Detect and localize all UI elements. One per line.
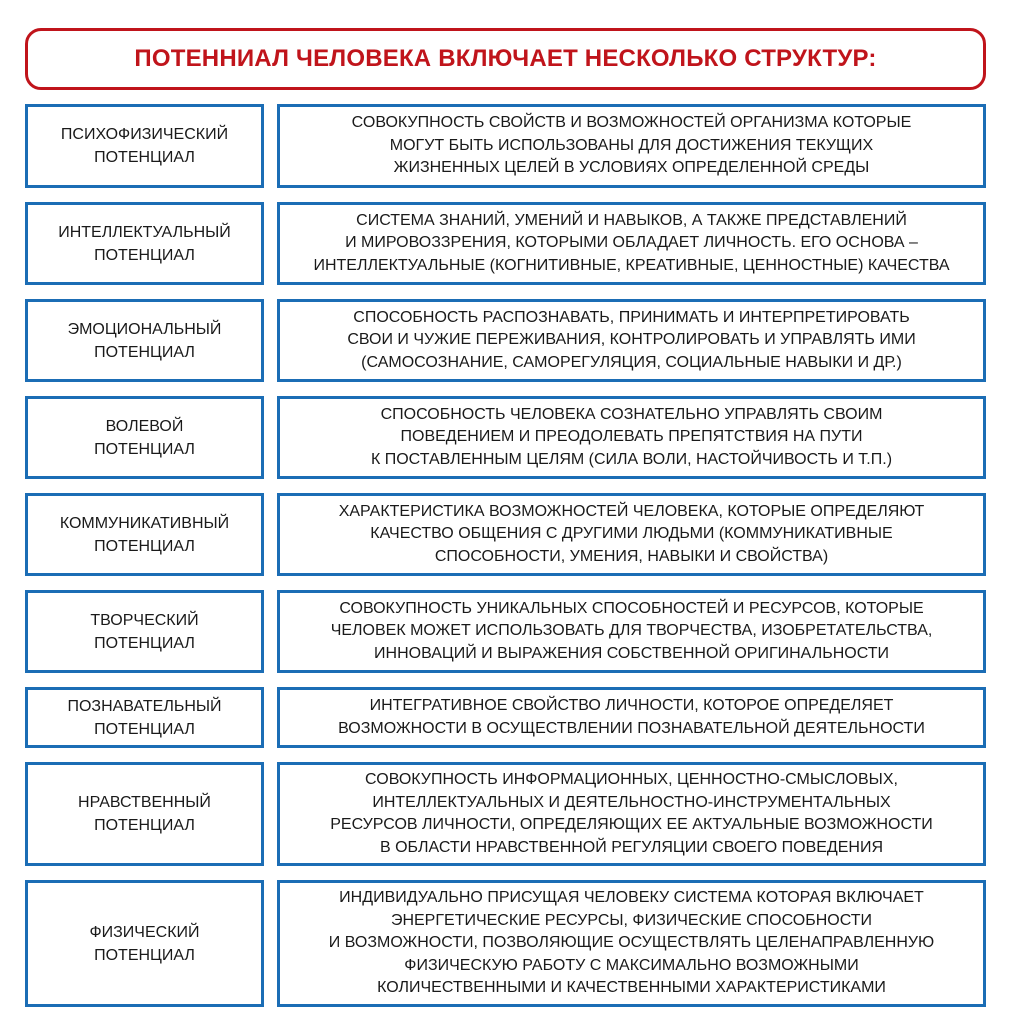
potential-description-box (277, 687, 986, 748)
potential-name-line: ПОТЕНЦИАЛ (94, 720, 195, 738)
potential-name-line: ПОТЕНЦИАЛ (94, 246, 195, 264)
potential-name-line: ПСИХОФИЗИЧЕСКИЙ (60, 126, 229, 143)
potential-description-box (277, 396, 986, 479)
potential-description-box (277, 299, 986, 382)
potential-name-line: ИНТЕЛЛЕКТУАЛЬНЫЙ (58, 223, 231, 241)
potential-description-line: И МИРОВОЗЗРЕНИЯ, КОТОРЫМИ ОБЛАДАЕТ ЛИЧНОСТЬ. ЕГО ОСНОВА – (345, 234, 918, 252)
potential-description-line: СПОСОБНОСТИ, УМЕНИЯ, НАВЫКИ И СВОЙСТВА) (434, 547, 829, 565)
potential-description-box (277, 104, 986, 188)
potential-name-line: НРАВСТВЕННЫЙ (78, 794, 211, 811)
potential-description-line: В ОБЛАСТИ НРАВСТВЕННОЙ РЕГУЛЯЦИИ СВОЕГО ПОВЕДЕНИЯ (379, 838, 884, 856)
potential-description-line: СОВОКУПНОСТЬ УНИКАЛЬНЫХ СПОСОБНОСТЕЙ И РЕСУРСОВ, КОТОРЫЕ (339, 599, 924, 617)
potential-description-line: ФИЗИЧЕСКУЮ РАБОТУ С МАКСИМАЛЬНО ВОЗМОЖНЫМИ (404, 956, 859, 974)
structure-row (25, 396, 986, 479)
title-box (25, 28, 986, 90)
potential-description-line: ХАРАКТЕРИСТИКА ВОЗМОЖНОСТЕЙ ЧЕЛОВЕКА, КОТОРЫЕ ОПРЕДЕЛЯЮТ (338, 502, 925, 520)
potential-description-line: СВОИ И ЧУЖИЕ ПЕРЕЖИВАНИЯ, КОНТРОЛИРОВАТЬ И УПРАВЛЯТЬ ИМИ (347, 331, 916, 349)
potential-name-line: ПОТЕНЦИАЛ (94, 440, 195, 458)
potential-name-line: ЭМОЦИОНАЛЬНЫЙ (67, 320, 222, 338)
page-title: ПОТЕННИАЛ ЧЕЛОВЕКА ВКЛЮЧАЕТ НЕСКОЛЬКО СТРУКТУР: (134, 45, 877, 72)
potential-description-line: ИННОВАЦИЙ И ВЫРАЖЕНИЯ СОБСТВЕННОЙ ОРИГИНАЛЬНОСТИ (374, 644, 889, 662)
potential-name-line: КОММУНИКАТИВНЫЙ (59, 514, 230, 532)
potential-name-line: ПОЗНАВАТЕЛЬНЫЙ (67, 697, 222, 715)
potential-description-box (277, 590, 986, 673)
structure-row (25, 687, 986, 748)
structure-row (25, 762, 986, 866)
potential-description-line: К ПОСТАВЛЕННЫМ ЦЕЛЯМ (СИЛА ВОЛИ, НАСТОЙЧИВОСТЬ И Т.П.) (370, 450, 893, 468)
potential-description-box (277, 493, 986, 576)
structure-row (25, 880, 986, 1007)
structure-row (25, 104, 986, 188)
potential-description-box (277, 880, 986, 1007)
potential-name-box (25, 687, 264, 748)
potential-description-line: ЧЕЛОВЕК МОЖЕТ ИСПОЛЬЗОВАТЬ ДЛЯ ТВОРЧЕСТВА, ИЗОБРЕТАТЕЛЬСТВА, (330, 622, 933, 640)
potential-description-line: ЖИЗНЕННЫХ ЦЕЛЕЙ В УСЛОВИЯХ ОПРЕДЕЛЕННОЙ СРЕДЫ (393, 159, 870, 177)
potential-description-line: ПОВЕДЕНИЕМ И ПРЕОДОЛЕВАТЬ ПРЕПЯТСТВИЯ НА ПУТИ (400, 428, 863, 446)
potential-name-box (25, 762, 264, 866)
potential-name-box (25, 880, 264, 1007)
potential-description-line: СОВОКУПНОСТЬ СВОЙСТВ И ВОЗМОЖНОСТЕЙ ОРГАНИЗМА КОТОРЫЕ (351, 114, 912, 132)
potential-description-line: ВОЗМОЖНОСТИ В ОСУЩЕСТВЛЕНИИ ПОЗНАВАТЕЛЬНОЙ ДЕЯТЕЛЬНОСТИ (338, 719, 925, 737)
potential-name-line: ПОТЕНЦИАЛ (94, 634, 195, 652)
potential-description-line: СОВОКУПНОСТЬ ИНФОРМАЦИОННЫХ, ЦЕННОСТНО-СМЫСЛОВЫХ, (365, 771, 898, 788)
structure-row (25, 299, 986, 382)
structure-row (25, 202, 986, 285)
structure-row (25, 590, 986, 673)
potential-name-box (25, 396, 264, 479)
potential-name-line: ПОТЕНЦИАЛ (94, 817, 195, 834)
potential-name-box (25, 104, 264, 188)
structure-list (25, 104, 986, 1007)
potential-description-box (277, 762, 986, 866)
potential-name-box (25, 590, 264, 673)
potential-description-line: МОГУТ БЫТЬ ИСПОЛЬЗОВАНЫ ДЛЯ ДОСТИЖЕНИЯ ТЕКУЩИХ (389, 136, 874, 154)
potential-name-box (25, 202, 264, 285)
potential-name-line: ВОЛЕВОЙ (105, 417, 184, 435)
potential-name-line: ФИЗИЧЕСКИЙ (89, 923, 200, 941)
potential-description-line: ИНДИВИДУАЛЬНО ПРИСУЩАЯ ЧЕЛОВЕКУ СИСТЕМА КОТОРАЯ ВКЛЮЧАЕТ (339, 889, 924, 907)
potential-description-line: СПОСОБНОСТЬ РАСПОЗНАВАТЬ, ПРИНИМАТЬ И ИНТЕРПРЕТИРОВАТЬ (353, 308, 910, 326)
potential-description-line: ЭНЕРГЕТИЧЕСКИЕ РЕСУРСЫ, ФИЗИЧЕСКИЕ СПОСОБНОСТИ (390, 911, 873, 929)
potential-name-line: ТВОРЧЕСКИЙ (90, 611, 199, 629)
potential-name-line: ПОТЕНЦИАЛ (94, 946, 195, 964)
potential-name-line: ПОТЕНЦИАЛ (94, 537, 195, 555)
potential-name-box (25, 299, 264, 382)
potential-description-box (277, 202, 986, 285)
potential-description-line: И ВОЗМОЖНОСТИ, ПОЗВОЛЯЮЩИЕ ОСУЩЕСТВЛЯТЬ ЦЕЛЕНАПРАВЛЕННУЮ (328, 934, 935, 952)
potential-description-line: РЕСУРСОВ ЛИЧНОСТИ, ОПРЕДЕЛЯЮЩИХ ЕЕ АКТУАЛЬНЫЕ ВОЗМОЖНОСТИ (330, 816, 933, 833)
potential-description-line: ИНТЕГРАТИВНОЕ СВОЙСТВО ЛИЧНОСТИ, КОТОРОЕ ОПРЕДЕЛЯЕТ (369, 697, 894, 714)
potential-name-line: ПОТЕНЦИАЛ (94, 343, 195, 361)
structure-row (25, 493, 986, 576)
potential-description-line: ИНТЕЛЛЕКТУАЛЬНЫЕ (КОГНИТИВНЫЕ, КРЕАТИВНЫЕ, ЦЕННОСТНЫЕ) КАЧЕСТВА (313, 256, 950, 274)
potential-description-line: СПОСОБНОСТЬ ЧЕЛОВЕКА СОЗНАТЕЛЬНО УПРАВЛЯТЬ СВОИМ (380, 405, 883, 423)
potential-name-box (25, 493, 264, 576)
potential-description-line: ИНТЕЛЛЕКТУАЛЬНЫХ И ДЕЯТЕЛЬНОСТНО-ИНСТРУМЕНТАЛЬНЫХ (372, 793, 891, 811)
potential-description-line: СИСТЕМА ЗНАНИЙ, УМЕНИЙ И НАВЫКОВ, А ТАКЖЕ ПРЕДСТАВЛЕНИЙ (356, 211, 907, 229)
potential-description-line: КОЛИЧЕСТВЕННЫМИ И КАЧЕСТВЕННЫМИ ХАРАКТЕРИСТИКАМИ (377, 979, 886, 997)
potential-description-line: (САМОСОЗНАНИЕ, САМОРЕГУЛЯЦИЯ, СОЦИАЛЬНЫЕ НАВЫКИ И ДР.) (361, 353, 902, 371)
potential-name-line: ПОТЕНЦИАЛ (94, 149, 195, 166)
potential-description-line: КАЧЕСТВО ОБЩЕНИЯ С ДРУГИМИ ЛЮДЬМИ (КОММУНИКАТИВНЫЕ (370, 525, 893, 543)
